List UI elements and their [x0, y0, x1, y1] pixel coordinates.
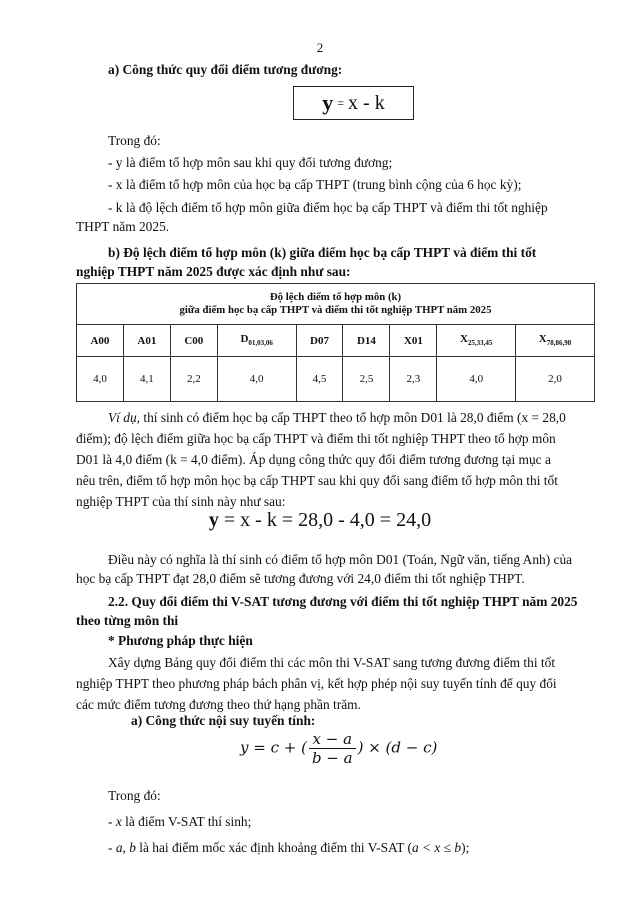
definition-k: - k là độ lệch điểm tổ hợp môn giữa điểm học bạ cấp THPT và điểm thi tốt nghiệp [108, 200, 548, 215]
table-header-line1: Độ lệch điểm tổ hợp môn (k) [269, 291, 402, 303]
definition-a-b: - a, b là hai điểm mốc xác định khoảng điểm thi V-SAT (a < x ≤ b); [108, 840, 470, 855]
code-cell: D14 [343, 325, 390, 357]
definition-vsat-x: - x là điểm V-SAT thí sinh; [108, 814, 252, 829]
code-cell: A01 [123, 325, 170, 357]
method-title: * Phương pháp thực hiện [108, 633, 253, 648]
definition-k-cont: THPT năm 2025. [76, 219, 170, 234]
table-header-line2: giữa điểm học bạ cấp THPT và điểm thi tốt nghiệp THPT năm 2025 [179, 304, 492, 316]
method-line2: nghiệp THPT theo phương pháp bách phân vị, kết hợp phép nội suy tuyến tính để quy đổi [76, 676, 557, 691]
conversion-formula-box [293, 86, 414, 120]
code-cell: C00 [170, 325, 217, 357]
code-cell: D07 [296, 325, 343, 357]
example-formula: y = x - k = 28,0 - 4,0 = 24,0 [208, 509, 432, 531]
deviation-table [76, 283, 595, 402]
example-line3: D01 là 4,0 điểm (k = 4,0 điểm). Áp dụng công thức quy đổi điểm tương đương tại mục a [76, 452, 551, 467]
value-cell: 4,5 [296, 357, 343, 402]
section-2-2-title-cont: theo từng môn thi [76, 613, 179, 628]
value-cell: 4,1 [123, 357, 170, 402]
section-a-title: a) Công thức quy đổi điểm tương đương: [108, 62, 343, 77]
definition-y: - y là điểm tổ hợp môn sau khi quy đổi tương đương; [108, 155, 393, 170]
section-b-title: b) Độ lệch điểm tổ hợp môn (k) giữa điểm học bạ cấp THPT và điểm thi tốt [108, 245, 537, 260]
where-label-2: Trong đó: [108, 788, 161, 803]
formula-equals: = [337, 95, 345, 110]
value-cell: 4,0 [77, 357, 124, 402]
section-b-title-cont: nghiệp THPT năm 2025 được xác định như sau: [76, 264, 351, 279]
interpolation-formula: y = c + ( $\frac{x - a}{b - a}$ ) × (d − c) [240, 730, 438, 767]
formula-rhs: x - k [348, 91, 385, 114]
code-cell: X01 [390, 325, 437, 357]
value-cell: 2,0 [516, 357, 595, 402]
method-line3: các mức điểm tương đương theo thứ hạng phần trăm. [76, 697, 361, 712]
meaning-line1: Điều này có nghĩa là thí sinh có điểm tổ hợp môn D01 (Toán, Ngữ văn, tiếng Anh) của [108, 552, 573, 567]
code-cell: $X_{78,86,98}$ [516, 325, 595, 357]
example-line1: Ví dụ, thí sinh có điểm học bạ cấp THPT theo tổ hợp môn D01 là 28,0 điểm (x = 28,0 [108, 410, 566, 425]
table-row-codes [77, 325, 595, 357]
interpolation-fraction: $\frac{x - a}{b - a}$ [309, 730, 356, 767]
value-cell: 2,5 [343, 357, 390, 402]
code-cell: $D_{01,03,06}$ [217, 325, 296, 357]
interpolation-title: a) Công thức nội suy tuyến tính: [131, 713, 316, 728]
example-line5: nghiệp THPT của thí sinh này như sau: [76, 494, 286, 509]
page-number: 2 [316, 40, 324, 55]
table-row-values [77, 357, 595, 402]
value-cell: 4,0 [217, 357, 296, 402]
code-cell: A00 [77, 325, 124, 357]
definition-x: - x là điểm tổ hợp môn của học bạ cấp THPT (trung bình cộng của 6 học kỳ); [108, 177, 522, 192]
example-line2: điểm); độ lệch điểm giữa học bạ cấp THPT và điểm thi tốt nghiệp THPT theo tổ hợp môn [76, 431, 556, 446]
value-cell: 4,0 [437, 357, 516, 402]
value-cell: 2,3 [390, 357, 437, 402]
example-line4: nêu trên, điểm tổ hợp môn học bạ cấp THPT sau khi quy đổi sang điểm tổ hợp môn thi tốt [76, 473, 558, 488]
table-header [77, 284, 595, 325]
value-cell: 2,2 [170, 357, 217, 402]
meaning-line2: học bạ cấp THPT đạt 28,0 điểm sẽ tương đương với 24,0 điểm thi tốt nghiệp THPT. [76, 571, 525, 586]
formula-y: y [322, 90, 334, 115]
section-2-2-title: 2.2. Quy đổi điểm thi V-SAT tương đương với điểm thi tốt nghiệp THPT năm 2025 [108, 594, 578, 609]
where-label: Trong đó: [108, 133, 161, 148]
code-cell: $X_{25,33,45}$ [437, 325, 516, 357]
method-line1: Xây dựng Bảng quy đổi điểm thi các môn thi V-SAT sang tương đương điểm thi tốt [108, 655, 556, 670]
